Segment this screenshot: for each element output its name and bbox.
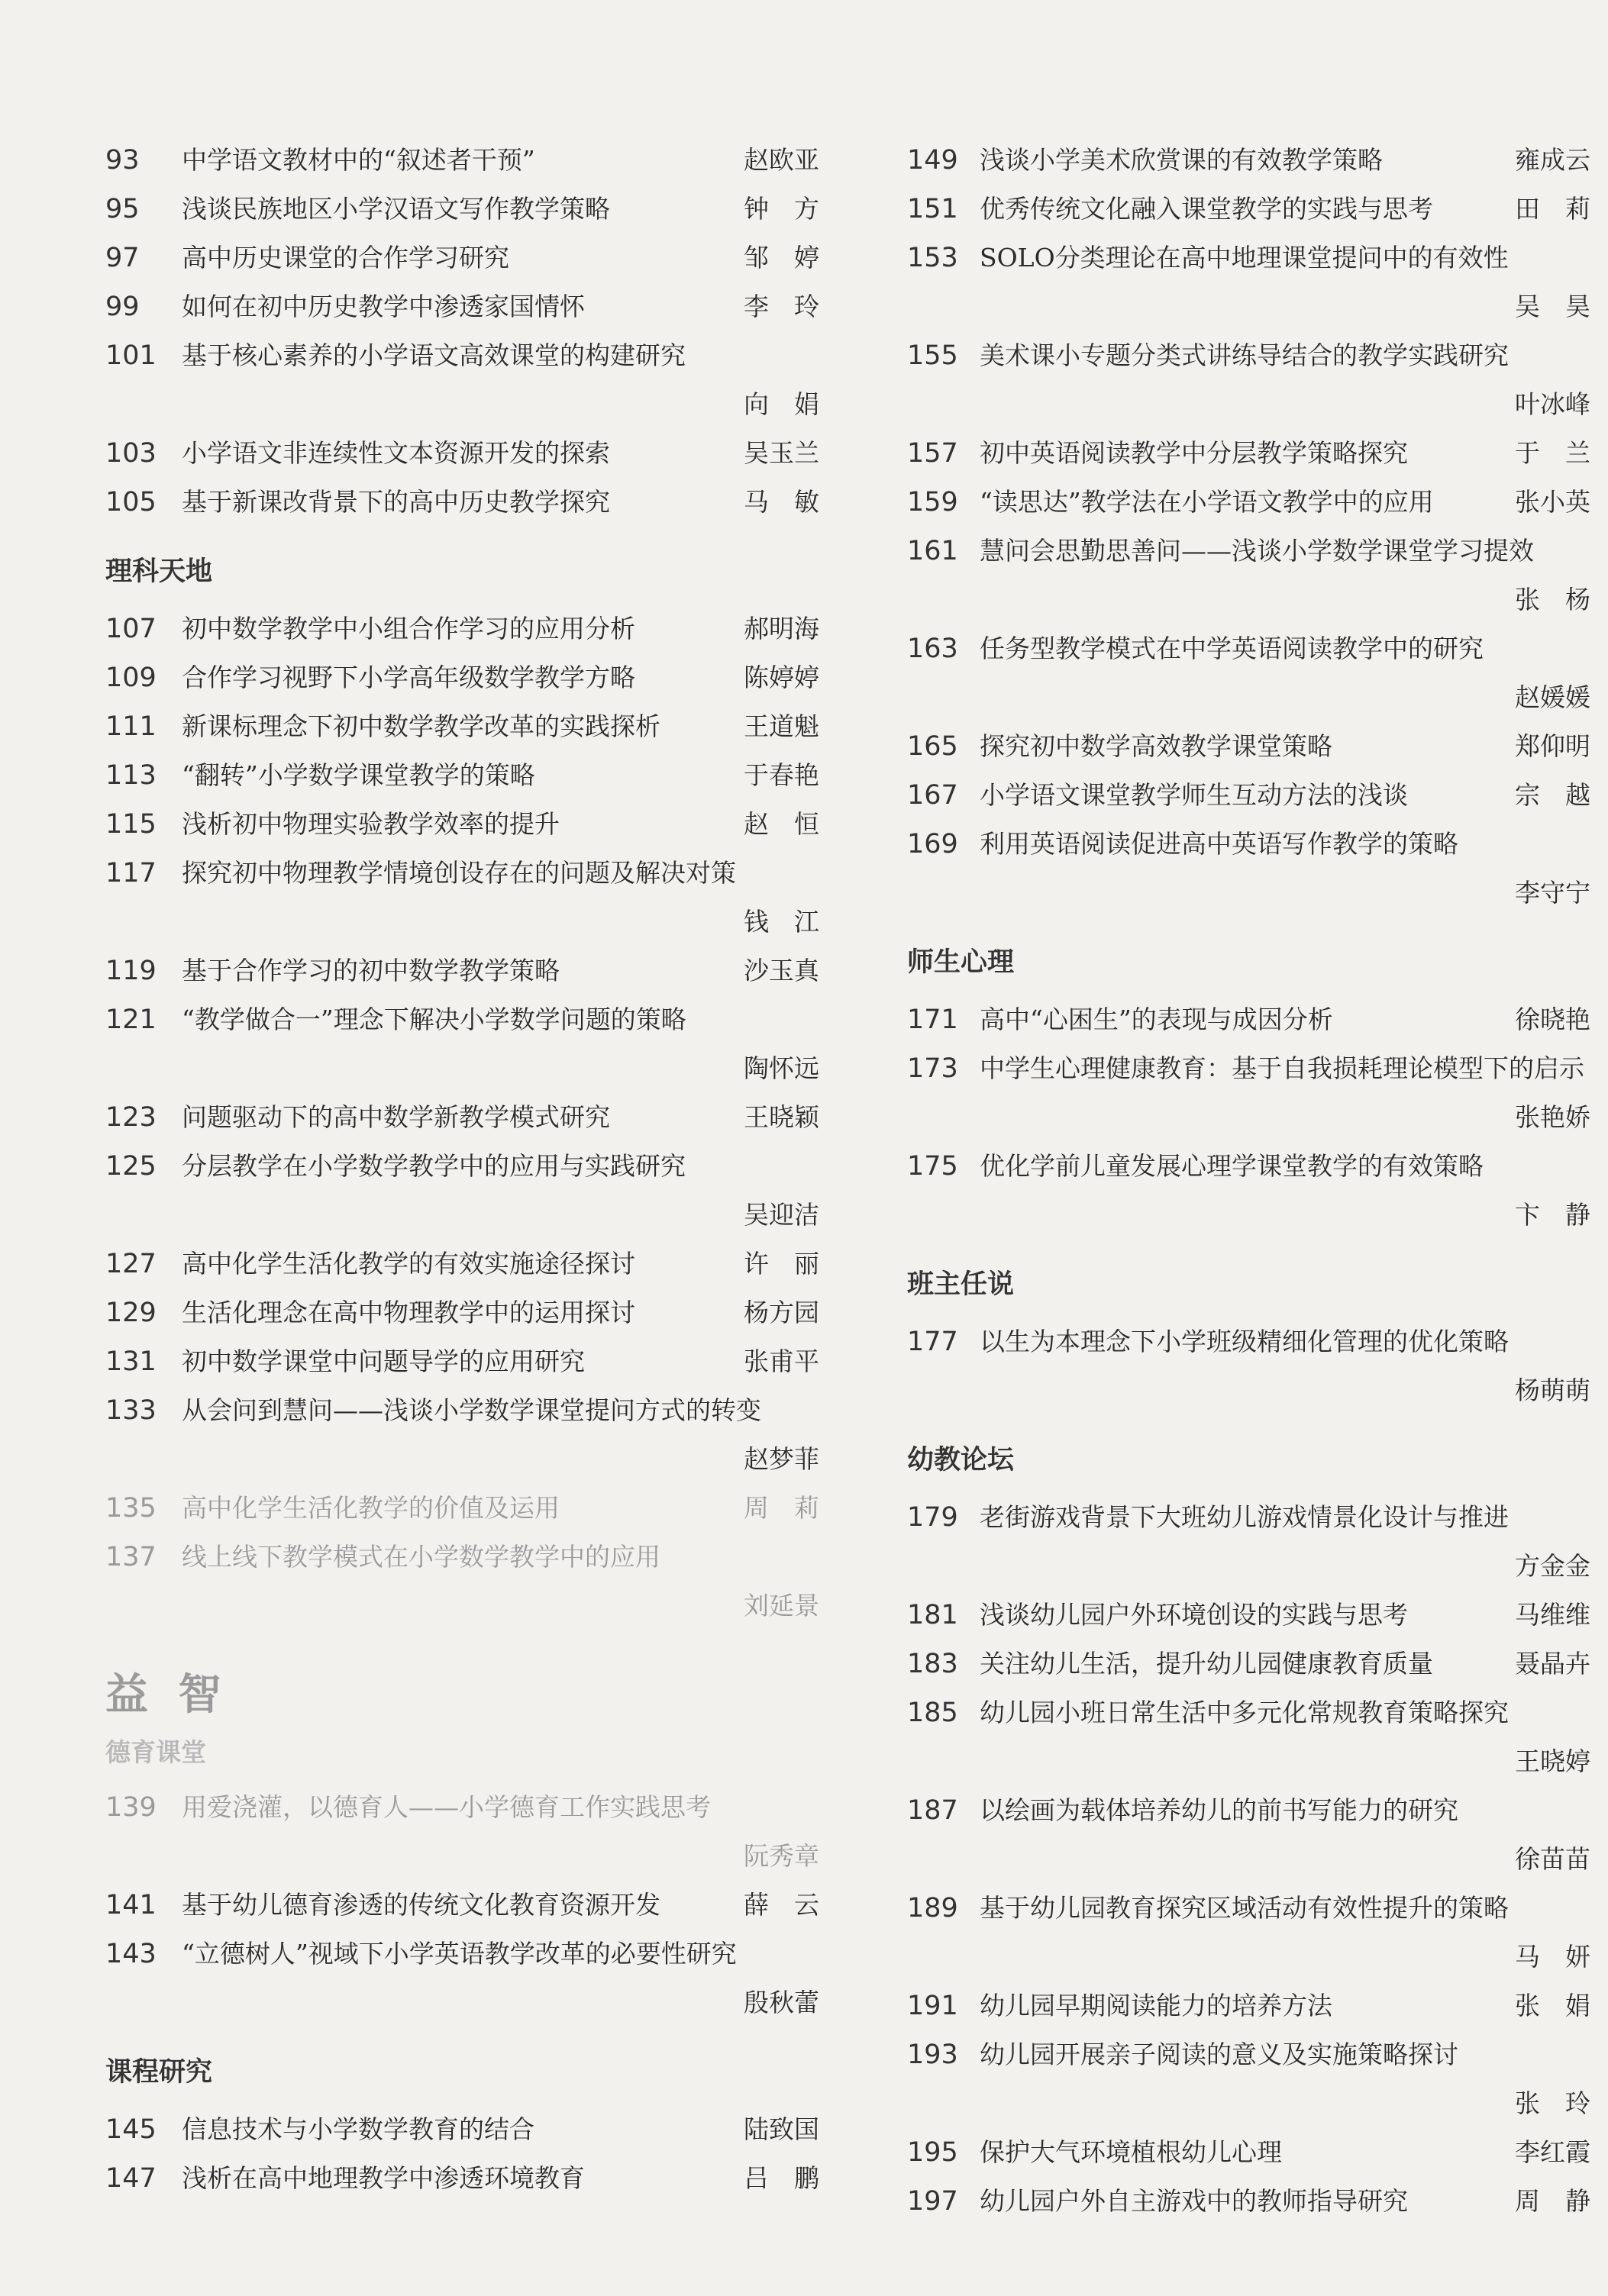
toc-page-number: 95 xyxy=(105,194,140,224)
toc-article-title: SOLO分类理论在高中地理课堂提问中的有效性 xyxy=(980,243,1509,272)
toc-author: 杨萌萌 xyxy=(1515,1375,1590,1405)
toc-entry xyxy=(105,751,819,800)
left-block-3 xyxy=(105,1783,819,2027)
toc-entry xyxy=(105,185,819,234)
toc-entry xyxy=(907,771,1590,820)
toc-article-title: 线上线下教学模式在小学数学教学中的应用 xyxy=(182,1542,660,1572)
toc-article-title: 新课标理念下初中数学教学改革的实践探析 xyxy=(182,711,660,741)
toc-page-number: 177 xyxy=(907,1327,958,1357)
toc-author: 方金金 xyxy=(1515,1551,1590,1581)
toc-author: 聂晶卉 xyxy=(1515,1649,1590,1678)
toc-entry xyxy=(907,2128,1590,2177)
toc-page-number: 123 xyxy=(105,1102,157,1133)
toc-article-title: 老街游戏背景下大班幼儿游戏情景化设计与推进 xyxy=(980,1502,1509,1532)
toc-article-title: 合作学习视野下小学高年级数学教学方略 xyxy=(182,663,635,692)
toc-entry xyxy=(105,1288,819,1337)
toc-article-title: 幼儿园小班日常生活中多元化常规教育策略探究 xyxy=(980,1698,1509,1727)
toc-entry xyxy=(105,946,819,995)
toc-author: 张 娟 xyxy=(1515,1991,1590,2020)
toc-article-title: 幼儿园开展亲子阅读的意义及实施策略探讨 xyxy=(980,2040,1458,2069)
toc-entry xyxy=(105,2154,819,2203)
toc-author: 徐晓艳 xyxy=(1515,1004,1590,1034)
toc-author: 赵欧亚 xyxy=(744,145,819,175)
section-title-course: 课程研究 xyxy=(105,2057,213,2088)
toc-page-number: 181 xyxy=(907,1600,958,1630)
toc-author: 宗 越 xyxy=(1515,780,1590,810)
toc-article-title: “教学做合一”理念下解决小学数学问题的策略 xyxy=(182,1004,686,1034)
toc-page-number: 93 xyxy=(105,145,140,176)
toc-article-title: 浅析初中物理实验教学效率的提升 xyxy=(182,809,560,839)
toc-entry xyxy=(907,2030,1590,2128)
toc-author: 沙玉真 xyxy=(744,956,819,985)
toc-entry xyxy=(105,605,819,653)
toc-author: 张甫平 xyxy=(744,1346,819,1376)
toc-page-number: 179 xyxy=(907,1502,958,1533)
toc-page-number: 107 xyxy=(105,614,157,644)
toc-entry xyxy=(907,1884,1590,1982)
toc-page-number: 117 xyxy=(105,858,157,888)
left-column xyxy=(105,136,819,2203)
toc-entry xyxy=(907,1982,1590,2030)
toc-author: 杨方园 xyxy=(744,1298,819,1327)
toc-author: 陈婷婷 xyxy=(744,663,819,692)
toc-entry xyxy=(907,722,1590,771)
toc-entry xyxy=(105,849,819,946)
toc-article-title: 如何在初中历史教学中渗透家国情怀 xyxy=(182,292,585,321)
toc-article-title: 探究初中数学高效教学课堂策略 xyxy=(980,731,1332,761)
toc-author: 陆致国 xyxy=(744,2114,819,2144)
toc-page-number: 165 xyxy=(907,731,958,762)
toc-page-number: 143 xyxy=(105,1939,157,1969)
toc-page-number: 135 xyxy=(105,1493,157,1524)
toc-article-title: 基于幼儿园教育探究区域活动有效性提升的策略 xyxy=(980,1893,1509,1923)
left-block-1 xyxy=(105,136,819,527)
section-title-class: 班主任说 xyxy=(907,1269,1015,1300)
toc-page-number: 159 xyxy=(907,487,958,518)
toc-article-title: 美术课小专题分类式讲练导结合的教学实践研究 xyxy=(980,340,1509,370)
toc-author: 叶冰峰 xyxy=(1515,389,1590,419)
toc-entry xyxy=(105,1783,819,1881)
toc-article-title: 初中数学教学中小组合作学习的应用分析 xyxy=(182,614,635,643)
right-block-3 xyxy=(907,1317,1590,1415)
toc-entry xyxy=(105,702,819,751)
toc-entry xyxy=(907,1640,1590,1688)
toc-page-number: 149 xyxy=(907,145,958,176)
toc-article-title: 分层教学在小学数学教学中的应用与实践研究 xyxy=(182,1151,686,1181)
toc-page-number: 167 xyxy=(907,780,958,811)
toc-page-number: 189 xyxy=(907,1893,958,1924)
toc-author: 张小英 xyxy=(1515,487,1590,517)
toc-page-number: 187 xyxy=(907,1795,958,1826)
toc-page-number: 153 xyxy=(907,243,958,273)
toc-entry xyxy=(105,1930,819,2027)
toc-entry xyxy=(907,1591,1590,1640)
toc-author: 阮秀章 xyxy=(744,1841,819,1871)
toc-entry xyxy=(105,653,819,702)
toc-author: 于 兰 xyxy=(1515,438,1590,468)
toc-entry xyxy=(907,185,1590,234)
toc-author: 吴 昊 xyxy=(1515,292,1590,321)
toc-author: 陶怀远 xyxy=(744,1053,819,1083)
toc-page-number: 97 xyxy=(105,243,140,273)
toc-article-title: 浅谈民族地区小学汉语文写作教学策略 xyxy=(182,194,610,224)
toc-page-number: 113 xyxy=(105,760,157,791)
toc-article-title: 以生为本理念下小学班级精细化管理的优化策略 xyxy=(980,1327,1509,1356)
section-title-science: 理科天地 xyxy=(105,556,213,587)
right-block-1 xyxy=(907,136,1590,917)
toc-entry xyxy=(105,234,819,282)
toc-author: 王晓婷 xyxy=(1515,1746,1590,1776)
toc-author: 周 莉 xyxy=(744,1493,819,1523)
toc-author: 吴迎洁 xyxy=(744,1200,819,1230)
toc-article-title: 信息技术与小学数学教育的结合 xyxy=(182,2114,534,2144)
toc-entry xyxy=(907,234,1590,331)
toc-author: 李红霞 xyxy=(1515,2137,1590,2167)
toc-page-number: 111 xyxy=(105,711,157,742)
toc-entry xyxy=(105,136,819,185)
toc-entry xyxy=(907,995,1590,1044)
toc-page-number: 171 xyxy=(907,1004,958,1035)
right-column xyxy=(907,136,1590,2226)
toc-article-title: 高中化学生活化教学的价值及运用 xyxy=(182,1493,560,1523)
toc-author: 薛 云 xyxy=(744,1890,819,1920)
toc-page-number: 121 xyxy=(105,1004,157,1035)
toc-page-number: 109 xyxy=(105,663,157,693)
toc-entry xyxy=(907,331,1590,429)
toc-article-title: 幼儿园早期阅读能力的培养方法 xyxy=(980,1991,1332,2020)
toc-article-title: 优秀传统文化融入课堂教学的实践与思考 xyxy=(980,194,1433,224)
toc-entry xyxy=(105,1093,819,1142)
toc-article-title: 基于新课改背景下的高中历史教学探究 xyxy=(182,487,610,517)
toc-entry xyxy=(105,282,819,331)
toc-author: 邹 婷 xyxy=(744,243,819,272)
toc-page-number: 163 xyxy=(907,634,958,664)
toc-page-number: 197 xyxy=(907,2186,958,2217)
toc-author: 马维维 xyxy=(1515,1600,1590,1630)
toc-article-title: 优化学前儿童发展心理学课堂教学的有效策略 xyxy=(980,1151,1484,1181)
toc-entry xyxy=(105,478,819,527)
big-section-title: 益 智 xyxy=(105,1670,229,1720)
toc-article-title: 浅析在高中地理教学中渗透环境教育 xyxy=(182,2163,585,2193)
toc-author: 吴玉兰 xyxy=(744,438,819,468)
toc-article-title: 探究初中物理教学情境创设存在的问题及解决对策 xyxy=(182,858,736,888)
toc-article-title: 慧问会思勤思善问——浅谈小学数学课堂学习提效 xyxy=(980,536,1534,566)
toc-page-number: 131 xyxy=(105,1346,157,1377)
toc-article-title: 高中化学生活化教学的有效实施途径探讨 xyxy=(182,1249,635,1279)
toc-entry xyxy=(907,2177,1590,2226)
toc-article-title: 小学语文非连续性文本资源开发的探索 xyxy=(182,438,610,468)
toc-entry xyxy=(105,1142,819,1240)
toc-page-number: 133 xyxy=(105,1395,157,1426)
toc-article-title: 问题驱动下的高中数学新教学模式研究 xyxy=(182,1102,610,1132)
toc-author: 王道魁 xyxy=(744,711,819,741)
toc-author: 李守宁 xyxy=(1515,878,1590,908)
toc-page-number: 173 xyxy=(907,1053,958,1084)
right-block-4 xyxy=(907,1493,1590,2226)
toc-article-title: 中学生心理健康教育：基于自我损耗理论模型下的启示 xyxy=(980,1053,1584,1083)
toc-author: 马 敏 xyxy=(744,487,819,517)
toc-author: 赵梦菲 xyxy=(744,1444,819,1474)
toc-author: 张 玲 xyxy=(1515,2088,1590,2118)
left-block-4 xyxy=(105,2105,819,2203)
toc-entry xyxy=(907,429,1590,478)
toc-page-number: 137 xyxy=(105,1542,157,1572)
toc-article-title: “翻转”小学数学课堂教学的策略 xyxy=(182,760,535,790)
toc-author: 雍成云 xyxy=(1515,145,1590,175)
toc-entry xyxy=(907,1317,1590,1415)
section-title-psych: 师生心理 xyxy=(907,947,1015,978)
right-block-2 xyxy=(907,995,1590,1240)
toc-page-number: 125 xyxy=(105,1151,157,1182)
toc-entry xyxy=(907,136,1590,185)
toc-page-number: 115 xyxy=(105,809,157,840)
toc-page-number: 145 xyxy=(105,2114,157,2145)
toc-author: 赵 恒 xyxy=(744,809,819,839)
toc-entry xyxy=(907,1688,1590,1786)
toc-entry xyxy=(907,1044,1590,1142)
left-block-2 xyxy=(105,605,819,1630)
toc-entry xyxy=(907,1786,1590,1884)
toc-page-number: 151 xyxy=(907,194,958,224)
toc-author: 钟 方 xyxy=(744,194,819,224)
toc-entry xyxy=(105,1337,819,1386)
toc-page-number: 103 xyxy=(105,438,157,469)
toc-article-title: 浅谈小学美术欣赏课的有效教学策略 xyxy=(980,145,1383,175)
toc-article-title: 高中“心困生”的表现与成因分析 xyxy=(980,1004,1333,1034)
section-title-preschool: 幼教论坛 xyxy=(907,1445,1015,1475)
toc-page-number: 101 xyxy=(105,340,157,371)
toc-author: 徐苗苗 xyxy=(1515,1844,1590,1874)
toc-entry xyxy=(907,820,1590,917)
toc-entry xyxy=(907,527,1590,624)
toc-author: 周 静 xyxy=(1515,2186,1590,2216)
toc-article-title: 保护大气环境植根幼儿心理 xyxy=(980,2137,1282,2167)
toc-author: 殷秋蕾 xyxy=(744,1988,819,2017)
toc-entry xyxy=(105,1881,819,1930)
toc-entry xyxy=(105,800,819,849)
toc-page-number: 155 xyxy=(907,340,958,371)
toc-article-title: “读思达”教学法在小学语文教学中的应用 xyxy=(980,487,1434,517)
toc-page-number: 183 xyxy=(907,1649,958,1679)
toc-entry xyxy=(907,1493,1590,1591)
toc-article-title: 基于核心素养的小学语文高效课堂的构建研究 xyxy=(182,340,686,370)
toc-author: 吕 鹏 xyxy=(744,2163,819,2193)
toc-page-number: 99 xyxy=(105,292,140,322)
toc-article-title: 以绘画为载体培养幼儿的前书写能力的研究 xyxy=(980,1795,1458,1825)
toc-page-number: 175 xyxy=(907,1151,958,1182)
toc-page-number: 161 xyxy=(907,536,958,566)
toc-entry xyxy=(105,1386,819,1484)
toc-author: 郝明海 xyxy=(744,614,819,643)
toc-page-number: 185 xyxy=(907,1698,958,1728)
toc-page-number: 105 xyxy=(105,487,157,518)
toc-entry xyxy=(105,331,819,429)
toc-author: 王晓颖 xyxy=(744,1102,819,1132)
toc-entry xyxy=(105,2105,819,2154)
toc-article-title: 高中历史课堂的合作学习研究 xyxy=(182,243,509,272)
toc-entry xyxy=(105,995,819,1093)
toc-page-number: 127 xyxy=(105,1249,157,1279)
toc-article-title: 小学语文课堂教学师生互动方法的浅谈 xyxy=(980,780,1408,810)
toc-entry xyxy=(907,624,1590,722)
toc-article-title: 任务型教学模式在中学英语阅读教学中的研究 xyxy=(980,634,1484,663)
toc-author: 于春艳 xyxy=(744,760,819,790)
toc-page-number: 191 xyxy=(907,1991,958,2021)
toc-author: 卞 静 xyxy=(1515,1200,1590,1230)
toc-article-title: 中学语文教材中的“叙述者干预” xyxy=(182,145,535,175)
toc-page-number: 193 xyxy=(907,2040,958,2070)
toc-author: 马 妍 xyxy=(1515,1942,1590,1972)
toc-author: 田 莉 xyxy=(1515,194,1590,224)
toc-entry xyxy=(105,1533,819,1630)
toc-article-title: 初中英语阅读教学中分层教学策略探究 xyxy=(980,438,1408,468)
toc-author: 向 娟 xyxy=(744,389,819,419)
toc-author: 赵媛媛 xyxy=(1515,682,1590,712)
toc-author: 张艳娇 xyxy=(1515,1102,1590,1132)
toc-article-title: 基于合作学习的初中数学教学策略 xyxy=(182,956,560,985)
toc-entry xyxy=(907,478,1590,527)
toc-article-title: 关注幼儿生活，提升幼儿园健康教育质量 xyxy=(980,1649,1433,1678)
toc-article-title: 从会问到慧问——浅谈小学数学课堂提问方式的转变 xyxy=(182,1395,761,1425)
toc-entry xyxy=(907,1142,1590,1240)
toc-page-number: 129 xyxy=(105,1298,157,1328)
toc-article-title: “立德树人”视域下小学英语教学改革的必要性研究 xyxy=(182,1939,737,1969)
toc-article-title: 生活化理念在高中物理教学中的运用探讨 xyxy=(182,1298,635,1327)
toc-article-title: 用爱浇灌，以德育人——小学德育工作实践思考 xyxy=(182,1792,711,1822)
toc-page-number: 195 xyxy=(907,2137,958,2168)
toc-article-title: 幼儿园户外自主游戏中的教师指导研究 xyxy=(980,2186,1408,2216)
toc-entry xyxy=(105,1240,819,1288)
toc-article-title: 初中数学课堂中问题导学的应用研究 xyxy=(182,1346,585,1376)
toc-article-title: 基于幼儿德育渗透的传统文化教育资源开发 xyxy=(182,1890,660,1920)
toc-page-number: 169 xyxy=(907,829,958,859)
toc-page-number: 141 xyxy=(105,1890,157,1920)
toc-page-number: 147 xyxy=(105,2163,157,2194)
toc-page-number: 119 xyxy=(105,956,157,986)
toc-article-title: 利用英语阅读促进高中英语写作教学的策略 xyxy=(980,829,1458,859)
toc-author: 李 玲 xyxy=(744,292,819,321)
toc-author: 许 丽 xyxy=(744,1249,819,1279)
toc-author: 张 杨 xyxy=(1515,585,1590,614)
toc-author: 钱 江 xyxy=(744,907,819,937)
sub-section-moral: 德育课堂 xyxy=(105,1737,206,1767)
toc-article-title: 浅谈幼儿园户外环境创设的实践与思考 xyxy=(980,1600,1408,1630)
toc-entry xyxy=(105,429,819,478)
toc-author: 刘延景 xyxy=(744,1591,819,1620)
toc-page-number: 157 xyxy=(907,438,958,469)
toc-page-number: 139 xyxy=(105,1792,157,1823)
toc-entry xyxy=(105,1484,819,1533)
toc-author: 郑仰明 xyxy=(1515,731,1590,761)
